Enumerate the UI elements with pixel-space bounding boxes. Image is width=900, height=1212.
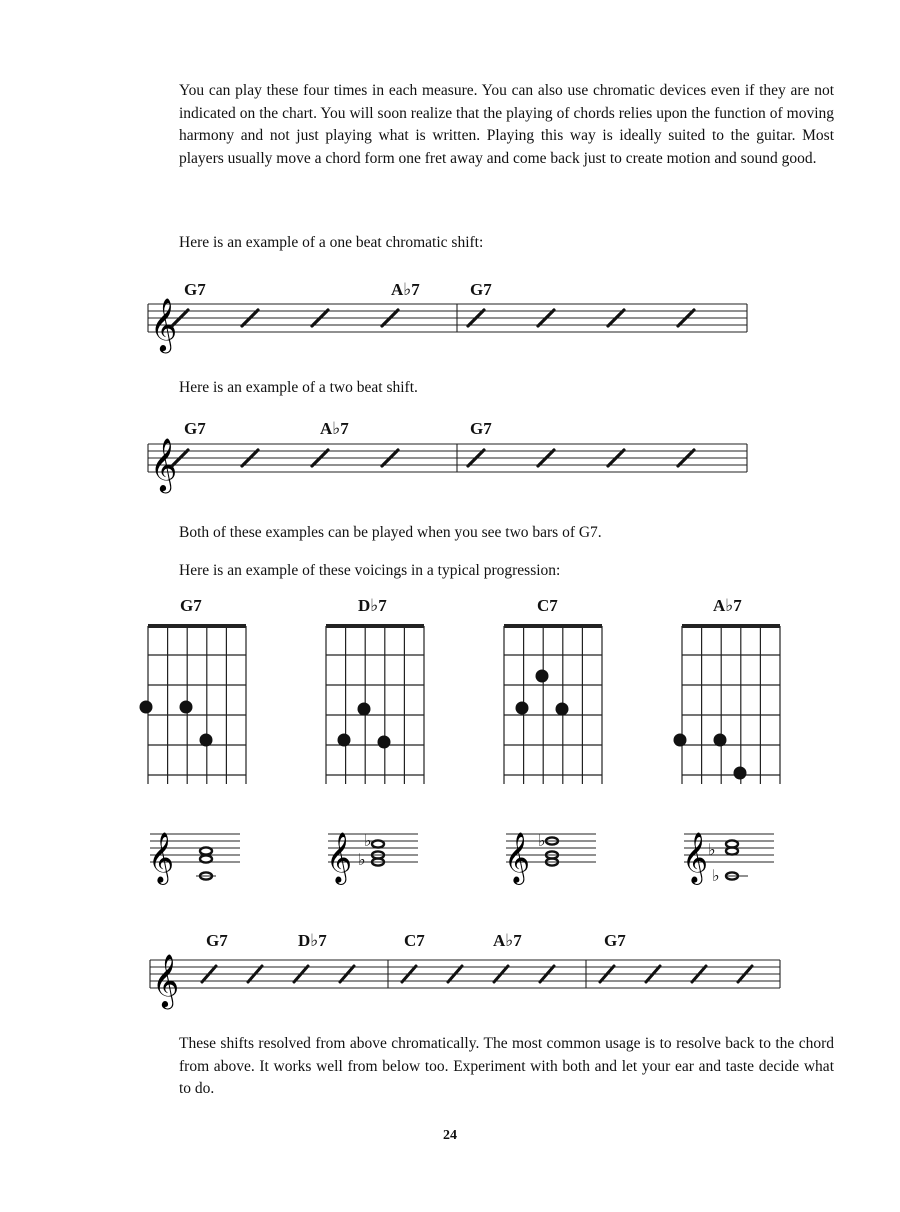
chord-diagram-c7 <box>496 622 610 792</box>
diagram-title-2: D♭7 <box>358 596 387 615</box>
both-note: Both of these examples can be played when you see two bars of G7. <box>179 524 602 541</box>
finger-dot <box>536 670 549 683</box>
page-number: 24 <box>443 1128 457 1143</box>
treble-clef-icon: 𝄞 <box>682 832 709 883</box>
treble-clef-icon: 𝄞 <box>152 953 180 1007</box>
svg-text:♭: ♭ <box>538 831 546 850</box>
notation-g7 <box>140 820 250 892</box>
diagram-title-3: C7 <box>537 596 558 615</box>
finger-dot <box>674 734 687 747</box>
treble-clef-icon: 𝄞 <box>148 832 175 883</box>
finger-dot <box>734 767 747 780</box>
notation-db7 <box>318 820 428 892</box>
notation-ab7 <box>674 820 784 892</box>
treble-clef-icon: 𝄞 <box>150 437 178 491</box>
example1-staff <box>140 296 760 360</box>
ex2-chord-2: A♭7 <box>320 419 349 438</box>
example2-staff <box>140 436 760 500</box>
notation-c7 <box>496 820 606 892</box>
treble-clef-icon: 𝄞 <box>326 832 353 883</box>
chord-diagram-ab7 <box>674 622 788 792</box>
svg-text:♭: ♭ <box>364 831 372 850</box>
prog-chord-3: C7 <box>404 931 425 950</box>
finger-dot <box>200 734 213 747</box>
finger-dot <box>140 701 153 714</box>
finger-dot <box>556 703 569 716</box>
diagram-title-4: A♭7 <box>713 596 742 615</box>
progression-caption: Here is an example of these voicings in a typical progression: <box>179 562 561 579</box>
example2-caption: Here is an example of a two beat shift. <box>179 379 418 396</box>
finger-dot <box>516 702 529 715</box>
finger-dot <box>180 701 193 714</box>
ex2-chord-3: G7 <box>470 419 492 438</box>
svg-text:♭: ♭ <box>712 866 720 885</box>
finger-dot <box>358 703 371 716</box>
example1-caption: Here is an example of a one beat chromatic shift: <box>179 234 484 251</box>
treble-clef-icon: 𝄞 <box>504 832 531 883</box>
prog-chord-4: A♭7 <box>493 931 522 950</box>
finger-dot <box>714 734 727 747</box>
prog-chord-2: D♭7 <box>298 931 327 950</box>
intro-paragraph: You can play these four times in each measure. You can also use chromatic devices even if they are not indicated on the chart. You will soon realize that the playing of chords relies upon the function of moving harmony and not just playing what is written. Playing this way is ideally suited to the guitar. Most players usually move a chord form one fret away and come back just to create motion and sound good. <box>179 82 834 167</box>
progression-staff <box>140 952 790 1016</box>
finger-dot <box>378 736 391 749</box>
ex1-chord-1: G7 <box>184 280 206 299</box>
ex1-chord-2: A♭7 <box>391 280 420 299</box>
chord-diagram-db7 <box>318 622 432 792</box>
chord-diagram-g7 <box>140 622 254 792</box>
ex2-chord-1: G7 <box>184 419 206 438</box>
svg-text:♭: ♭ <box>358 850 366 869</box>
finger-dot <box>338 734 351 747</box>
prog-chord-5: G7 <box>604 931 626 950</box>
treble-clef-icon: 𝄞 <box>150 297 178 351</box>
svg-text:♭: ♭ <box>708 840 716 859</box>
diagram-title-1: G7 <box>180 596 202 615</box>
closing-paragraph: These shifts resolved from above chromatically. The most common usage is to resolve back to the chord from above. It works well from below too. Experiment with both and let your ear and taste decide what to do. <box>179 1035 834 1097</box>
prog-chord-1: G7 <box>206 931 228 950</box>
ex1-chord-3: G7 <box>470 280 492 299</box>
